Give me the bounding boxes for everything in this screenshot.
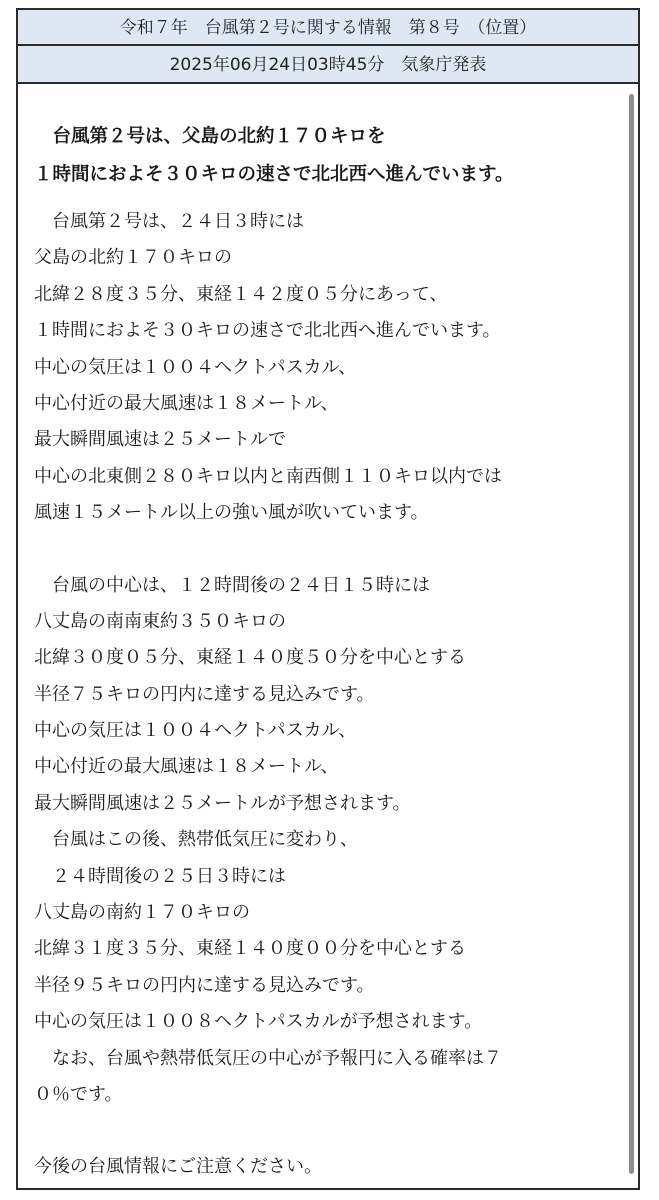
- headline: [34, 118, 624, 194]
- typhoon-info-panel: [16, 8, 640, 1190]
- text-line: 父島の北約１７０キロの: [34, 247, 232, 269]
- text-line: 最大瞬間風速は２５メートルで: [34, 429, 286, 451]
- text-line: 八丈島の南約１７０キロの: [34, 902, 250, 924]
- text-line: 北緯３０度０５分、東経１４０度５０分を中心とする: [34, 647, 466, 669]
- text-line: 風速１５メートル以上の強い風が吹いています。: [34, 502, 429, 524]
- text-line: 中心付近の最大風速は１８メートル、: [34, 756, 339, 778]
- text-line: なお、台風や熱帯低気圧の中心が予報円に入る確率は７: [34, 1047, 502, 1069]
- text-line: 中心の気圧は１００８ヘクトパスカルが予想されます。: [34, 1011, 483, 1033]
- bulletin-body: [18, 118, 638, 1186]
- current-status: [34, 204, 624, 532]
- text-line: 半径９５キロの円内に達する見込みです。: [34, 974, 375, 996]
- text-line: 八丈島の南南東約３５０キロの: [34, 610, 286, 632]
- text-line: 台風第２号は、２４日３時には: [34, 211, 304, 232]
- spacer: [34, 1113, 624, 1149]
- headline-line: 台風第２号は、父島の北約１７０キロを: [34, 126, 386, 147]
- text-line: 台風はこの後、熱帯低気圧に変わり、: [34, 829, 358, 851]
- text-line: ２４時間後の２５日３時には: [34, 865, 286, 887]
- scrollbar[interactable]: [629, 94, 634, 1174]
- forecast: [34, 568, 624, 1114]
- text-line: 北緯２８度３５分、東経１４２度０５分にあって、: [34, 283, 448, 305]
- text-line: 中心の気圧は１００４ヘクトパスカル、: [34, 720, 357, 742]
- text-line: １時間におよそ３０キロの速さで北北西へ進んでいます。: [34, 320, 501, 342]
- bulletin-title: 令和７年 台風第２号に関する情報 第８号 （位置）: [18, 10, 638, 46]
- text-line: 台風の中心は、１２時間後の２４日１５時には: [34, 574, 430, 596]
- headline-line: １時間におよそ３０キロの速さで北北西へ進んでいます。: [34, 164, 514, 185]
- text-line: 中心の気圧は１００４ヘクトパスカル、: [34, 356, 357, 378]
- text-line: 北緯３１度３５分、東経１４０度００分を中心とする: [34, 938, 466, 960]
- issued-timestamp: 2025年06月24日03時45分 気象庁発表: [18, 46, 638, 84]
- text-line: 最大瞬間風速は２５メートルが予想されます。: [34, 792, 411, 814]
- text-line: ０％です。: [34, 1083, 123, 1105]
- text-line: 半径７５キロの円内に達する見込みです。: [34, 683, 375, 705]
- text-line: 中心付近の最大風速は１８メートル、: [34, 392, 339, 414]
- closing-note: 今後の台風情報にご注意ください。: [34, 1156, 322, 1178]
- spacer: [34, 532, 624, 568]
- text-line: 中心の北東側２８０キロ以内と南西側１１０キロ以内では: [34, 465, 502, 487]
